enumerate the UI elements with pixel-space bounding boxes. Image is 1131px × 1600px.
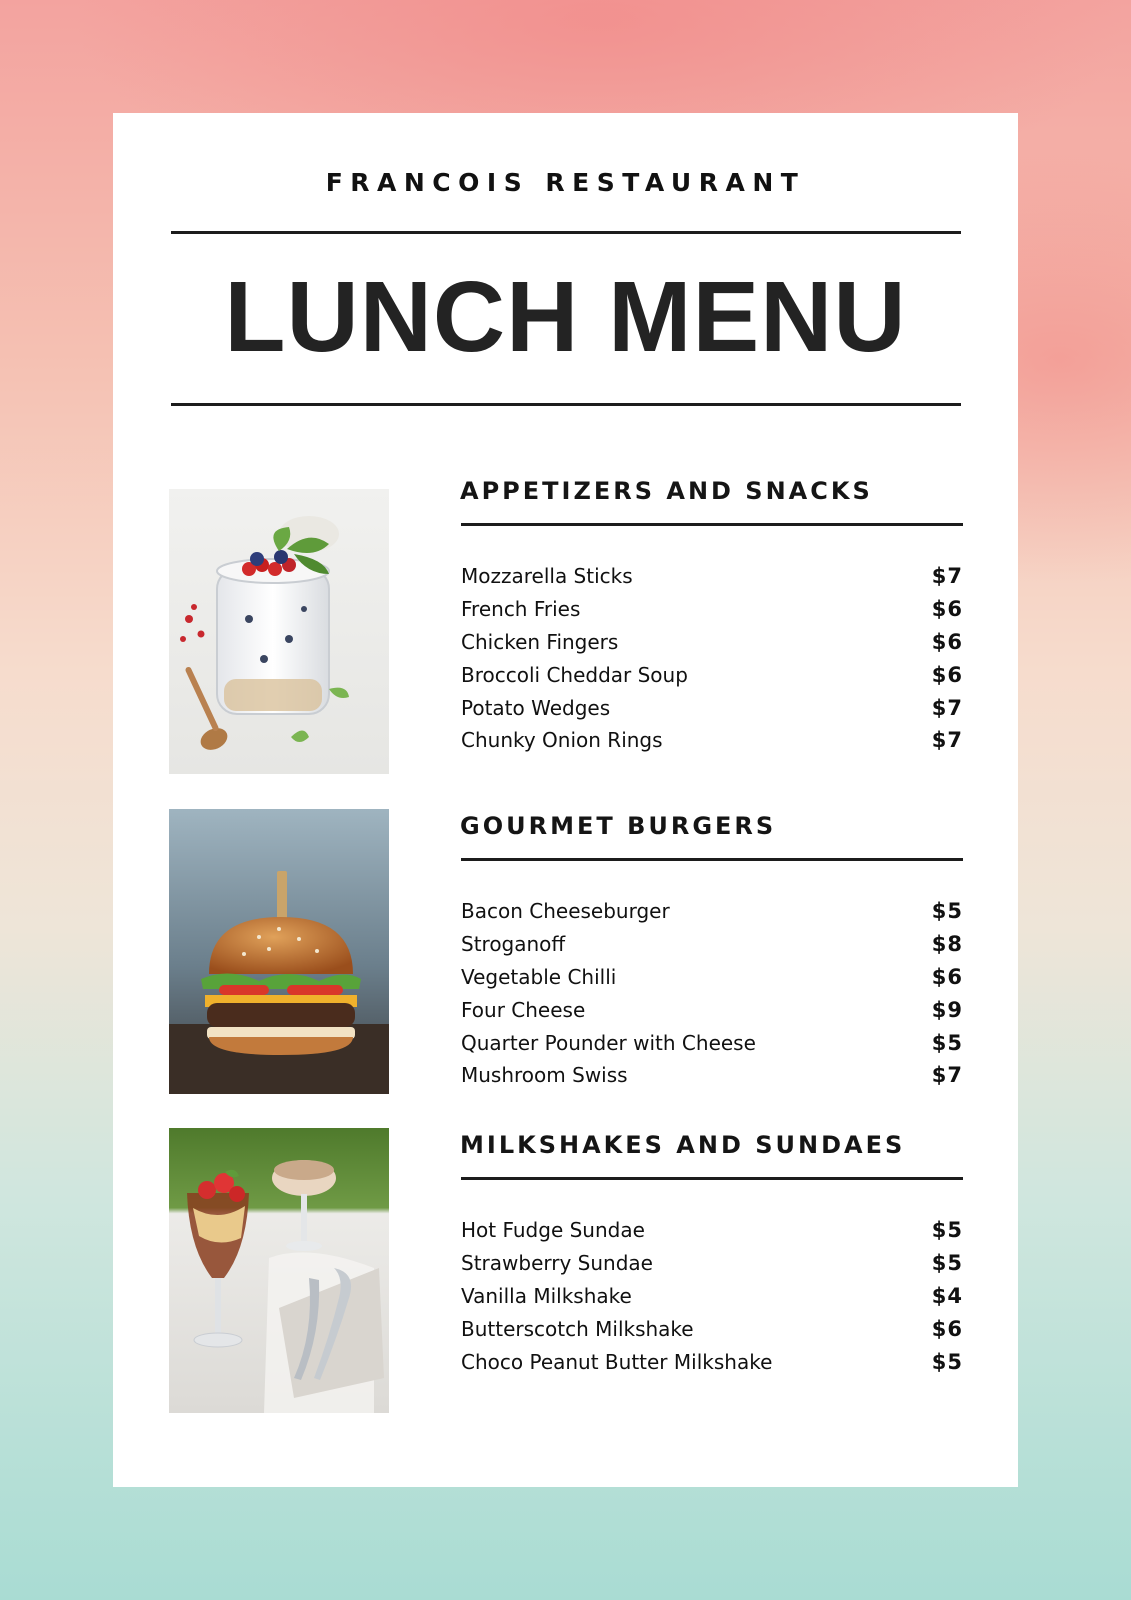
header-bottom-divider [171,403,961,406]
yogurt-parfait-photo [169,489,389,774]
item-price: $5 [931,1251,963,1276]
item-name: Chicken Fingers [461,629,619,654]
item-price: $8 [931,932,963,957]
item-price: $5 [931,899,963,924]
item-price: $9 [931,997,963,1022]
item-price: $6 [931,629,963,654]
menu-item [461,1059,963,1092]
item-name: Choco Peanut Butter Milkshake [461,1349,773,1374]
item-price: $7 [931,728,963,753]
menu-item [461,993,963,1026]
menu-item [461,626,963,659]
item-price: $6 [931,964,963,989]
item-price: $6 [931,1316,963,1341]
menu-item [461,1214,963,1247]
menu-item [461,1345,963,1378]
item-price: $5 [931,1349,963,1374]
header-top-divider [171,231,961,234]
sundae-photo [169,1128,389,1413]
burger-photo [169,809,389,1094]
item-price: $6 [931,662,963,687]
section-burgers [460,811,963,1088]
item-name: Strawberry Sundae [461,1251,653,1276]
item-name: Butterscotch Milkshake [461,1316,694,1341]
item-name: Quarter Pounder with Cheese [461,1030,756,1055]
section-appetizers [460,476,963,753]
restaurant-name: FRANCOIS RESTAURANT [325,168,806,197]
item-name: Chunky Onion Rings [461,728,663,753]
section-divider [461,1177,963,1180]
item-name: Four Cheese [461,997,586,1022]
section-divider [461,523,963,526]
section-heading: GOURMET BURGERS [460,812,777,840]
item-name: Hot Fudge Sundae [461,1218,645,1243]
item-name: French Fries [461,597,581,622]
section-divider [461,858,963,861]
yogurt-parfait-image [169,489,389,774]
item-price: $5 [931,1218,963,1243]
sundae-image [169,1128,389,1413]
item-name: Mushroom Swiss [461,1063,628,1088]
menu-item [461,658,963,691]
menu-item [461,1247,963,1280]
item-name: Mozzarella Sticks [461,564,633,589]
menu-items [461,560,963,757]
section-heading: APPETIZERS AND SNACKS [460,477,873,505]
page-title: LUNCH MENU [224,261,907,373]
menu-item [461,1026,963,1059]
item-price: $6 [931,597,963,622]
menu-item [461,724,963,757]
menu-item [461,560,963,593]
item-name: Stroganoff [461,932,566,957]
item-price: $7 [931,1063,963,1088]
menu-item [461,895,963,928]
burger-image [169,809,389,1094]
section-heading: MILKSHAKES AND SUNDAES [460,1131,906,1159]
item-price: $4 [931,1283,963,1308]
item-name: Vanilla Milkshake [461,1283,632,1308]
section-milkshakes [460,1130,963,1374]
menu-item [461,593,963,626]
item-name: Bacon Cheeseburger [461,899,670,924]
menu-item [461,691,963,724]
item-name: Broccoli Cheddar Soup [461,662,688,687]
item-price: $5 [931,1030,963,1055]
item-name: Vegetable Chilli [461,964,617,989]
item-price: $7 [931,695,963,720]
menu-items [461,1214,963,1378]
item-price: $7 [931,564,963,589]
item-name: Potato Wedges [461,695,611,720]
menu-item [461,961,963,994]
menu-item [461,1312,963,1345]
menu-item [461,1280,963,1313]
menu-item [461,928,963,961]
menu-items [461,895,963,1092]
